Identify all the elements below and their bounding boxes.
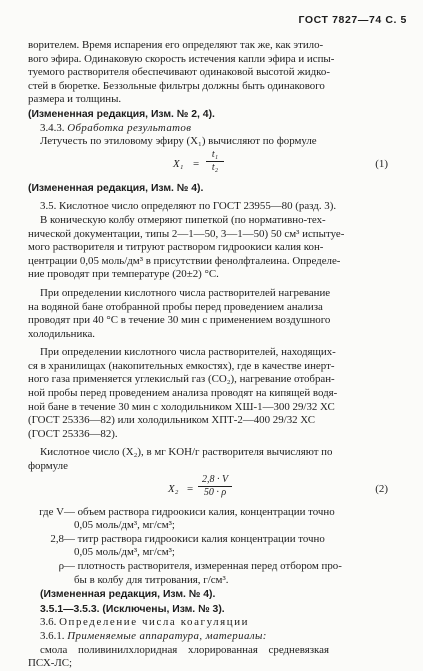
text-line: ворителем. Время испарения его определяют так же, как этило-	[28, 39, 324, 51]
text-line: При определении кислотного числа растворителей нагревание	[40, 286, 331, 299]
definition-2-8	[28, 533, 398, 560]
page-header: ГОСТ 7827—74 С. 5	[298, 14, 407, 26]
text-line: стей в бюретке. Беззольные фильтры должны быть одинакового	[28, 79, 325, 92]
text-line: (ГОСТ 25336—82).	[28, 427, 118, 440]
text-line: нической документации, типы 2—1—50, 3—1—50) 50 см³ испытуе-	[28, 227, 345, 240]
definition-term: где V	[39, 505, 64, 518]
text-line: ПСХ-ЛС;	[28, 657, 73, 670]
formula-denominator: t₂	[211, 161, 219, 173]
formula-fraction	[198, 474, 232, 499]
formula-numerator: 2,8 · V	[198, 474, 232, 487]
formula-lhs: X₁	[173, 157, 184, 170]
formula-2	[28, 474, 398, 506]
definition-v	[28, 506, 398, 533]
section-heading	[40, 122, 398, 136]
amendment-note: (Измененная редакция, Изм. № 4).	[28, 182, 204, 194]
text-line: ного газа применяется углекислый газ (CO₂), нагревание отобран-	[28, 373, 335, 386]
formula-number: (1)	[375, 157, 388, 170]
definition-text: 0,05 моль/дм³, мг/см³;	[74, 519, 175, 532]
definition-text: — титр раствора гидроокиси калия концентрации точно	[64, 532, 325, 545]
formula-1	[28, 149, 398, 181]
text-line: При определении кислотного числа растворителей, находящих-	[40, 346, 336, 359]
text-line: проводят при 40 °С в течение 30 мин с применением воздушного	[28, 314, 331, 327]
definition-text: — объем раствора гидроокиси калия, концентрации точно	[64, 505, 335, 518]
definition-text: бы в колбу для титрования, г/см³.	[74, 573, 229, 586]
definition-term: 2,8	[50, 532, 64, 545]
formula-numerator: t₁	[206, 149, 224, 162]
text-line: 3.5. Кислотное число определяют по ГОСТ 23955—80 (разд. 3).	[40, 200, 337, 213]
text-line: смола поливинилхлоридная хлорированная средневязкая	[40, 643, 330, 656]
text-line: Летучесть по этиловому эфиру (X₁) вычисляют по формуле	[40, 135, 317, 148]
definition-text: 0,05 моль/дм³, мг/см³;	[74, 546, 175, 559]
section-number: 3.6.1.	[40, 629, 65, 642]
formula-number: (2)	[375, 482, 388, 495]
text-line: ной бане в течение 30 мин с холодильником ХШ-1—300 29/32 ХС	[28, 400, 335, 413]
text-line: (ГОСТ 25336—82) или холодильником ХПТ-2—400 29/32 ХС	[28, 414, 316, 427]
text-line: ние проводят при температуре (20±2) °С.	[28, 268, 219, 281]
formula-fraction	[206, 149, 224, 174]
formula-equals: =	[193, 157, 200, 170]
text-line: В коническую колбу отмеряют пипеткой (по нормативно-тех-	[40, 213, 326, 226]
text-line: на водяной бане отобранной пробы перед проведением анализа	[28, 300, 323, 313]
text-line: центрации 0,05 моль/дм³ в присутствии фенолфталеина. Определе-	[28, 254, 341, 267]
definition-text: — плотность растворителя, измеренная перед отбором про-	[64, 560, 342, 572]
formula-equals: =	[187, 482, 194, 495]
text-line: холодильника.	[28, 327, 96, 340]
amendment-note: 3.5.1—3.5.3. (Исключены, Изм. № 3).	[40, 603, 225, 615]
text-line: Кислотное число (X₂), в мг KOH/г растворителя вычисляют по	[40, 446, 333, 459]
text-line: размера и толщины.	[28, 93, 122, 106]
section-number: 3.4.3.	[40, 121, 65, 134]
document-body	[28, 39, 398, 671]
text-line: ной пробы перед проведением анализа проводят на кипящей водя-	[28, 387, 338, 400]
section-number: 3.6.	[40, 616, 57, 629]
section-title: Применяемые аппаратура, материалы:	[67, 629, 267, 642]
text-line: туемого растворителя обеспечивают одинаковой высотой жидко-	[28, 66, 330, 79]
formula-denominator: 50 · ρ	[203, 486, 227, 498]
section-title: Определение числа коагуляции	[59, 616, 250, 629]
text-line: ся в хранилищах (накопительных емкостях), где в качестве инерт-	[28, 359, 335, 372]
text-line: формуле	[28, 460, 68, 473]
formula-lhs: X₂	[168, 482, 179, 495]
section-title: Обработка результатов	[67, 121, 192, 134]
text-line: мого растворителя и титруют раствором гидроокиси калия кон-	[28, 241, 324, 254]
amendment-note: (Измененная редакция, Изм. № 4).	[40, 589, 216, 601]
section-heading	[40, 630, 398, 644]
text-line: вого эфира. Одинаковую скорость истечения капли эфира и испы-	[28, 52, 335, 65]
amendment-note: (Измененная редакция, Изм. № 2, 4).	[28, 108, 215, 120]
section-heading	[40, 616, 398, 630]
definition-rho	[28, 560, 398, 587]
definition-term: ρ	[58, 560, 64, 572]
